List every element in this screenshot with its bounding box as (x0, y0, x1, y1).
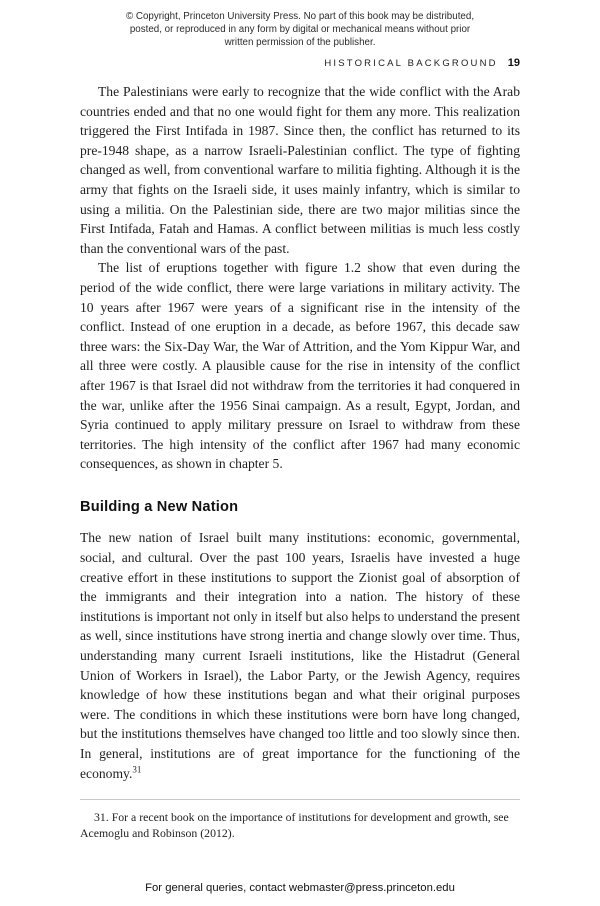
page-number: 19 (507, 57, 520, 69)
page-body (80, 82, 520, 783)
footnote-reference: 31 (132, 764, 142, 775)
page-footer: For general queries, contact webmaster@press.princeton.edu (145, 882, 455, 894)
paragraph-1: The Palestinians were early to recognize that the wide conflict with the Arab countries ended and that no one would fight for them any more. This realization triggered the First Intifada in 1987. Since then, the conflict has returned to its pre-1948 shape, as a narrow Israeli-Palestinian conflict. The type of fighting changed as well, from conventional warfare to militia fighting. Although it is the army that fights on the Israeli side, it uses mainly infantry, which is similar to using a militia. On the Palestinian side, there are two major militias since the First Intifada, Fatah and Hamas. A conflict between militias is much less costly than the conventional wars of the past. (80, 84, 520, 256)
running-header (80, 57, 520, 69)
running-header-title: HISTORICAL BACKGROUND (324, 58, 498, 69)
section-heading: Building a New Nation (80, 498, 239, 515)
paragraph-3-text: The new nation of Israel built many institutions: economic, governmental, social, and cultural. Over the past 100 years, Israelis have invested a huge creative effort in these institutions to support the Zionist goal of absorption of the immigrants and their integration into a nation. The history of these institutions is important not only in itself but also helps to understand the present as well, since institutions have strong inertia and change slowly over time. Thus, understanding many current Israeli institutions, like the Histadrut (General Union of Workers in Israel), the Labor Party, or the Jewish Agency, requires knowledge of how these institutions began and what their original purposes were. The conditions in which these institutions were born have long changed, but the institutions themselves have changed too little and too slowly since then. In general, institutions are of great importance for the functioning of the economy. (80, 530, 520, 781)
paragraph-3 (80, 528, 520, 783)
copyright-notice: © Copyright, Princeton University Press. No part of this book may be distributed, posted, or reproduced in any form by digital or mechanical means without prior written permission of the publisher. (125, 11, 475, 48)
footnote: 31. For a recent book on the importance of institutions for development and growth, see Acemoglu and Robinson (2012). (80, 799, 520, 841)
paragraph-2: The list of eruptions together with figure 1.2 show that even during the period of the wide conflict, there were large variations in military activity. The 10 years after 1967 were years of a significant rise in the intensity of the conflict. Instead of one eruption in a decade, as before 1967, this decade saw three wars: the Six-Day War, the War of Attrition, and the Yom Kippur War, and all three were costly. A plausible cause for the rise in intensity of the conflict after 1967 is that Israel did not withdraw from the territories it had conquered in the war, unlike after the 1956 Sinai campaign. As a result, Egypt, Jordan, and Syria continued to apply military pressure on Israel to withdraw from these territories. The high intensity of the conflict after 1967 had many economic consequences, as shown in chapter 5. (80, 260, 520, 472)
